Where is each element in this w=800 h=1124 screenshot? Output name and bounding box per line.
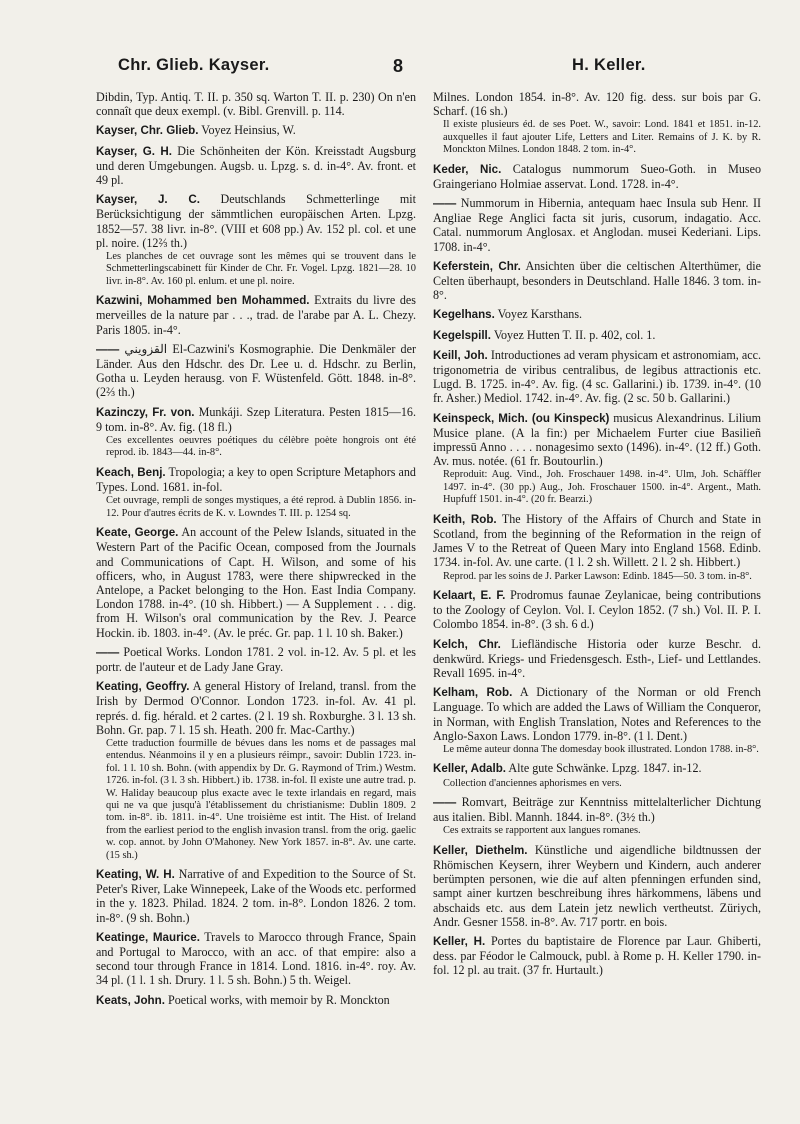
entry-text: A Dictionary of the Norman or old French Language. To which are added the Laws of William the Conqueror, in Norman, with English Translation, Notes and References to the Anglo-Saxon Laws. London 1779. in-8°. (1 l. Dent.): [433, 685, 761, 743]
entry-headword: Kelch, Chr.: [433, 637, 501, 651]
entry-headword: Keller, Adalb.: [433, 762, 507, 776]
entry-headword: Keith, Rob.: [433, 512, 497, 526]
catalogue-entry: [96, 679, 416, 862]
catalogue-entry: [433, 307, 761, 322]
entry-note: Reproduit: Aug. Vind., Joh. Froschauer 1498. in-4°. Ulm, Joh. Schäffler 1497. in-4°. (30 pp.) Aug., Joh. Froschauer 1500. in-4°. Argent., Math. Hupfuff 1501. in-4°. (20 fr. Bearzi.): [443, 469, 761, 506]
entry-note: Ces extraits se rapportent aux langues romanes.: [443, 825, 641, 837]
entry-text: Romvart, Beiträge zur Kenntniss mittelalterlicher Dichtung aus italien. Bibl. Mannh. 1844. in-8°. (3½ th.): [433, 794, 761, 825]
left-column: [96, 90, 416, 1013]
catalogue-entry: [96, 525, 416, 640]
entry-headword: Keate, George.: [96, 526, 179, 540]
catalogue-entry: [96, 123, 416, 138]
entry-headword: ——: [433, 795, 457, 809]
catalogue-entry: [433, 685, 761, 756]
catalogue-entry: [433, 512, 761, 583]
entry-text: Narrative of and Expedition to the Source of St. Peter's River, Lake Winnepeek, Lake of the Woods etc. performed in the y. 1823. Philad. 1824. 2 tom. in-8°. London 1826. 2 tom. in-8°. (9 sh. Bohn.): [96, 867, 417, 925]
entry-headword: Kegelhans.: [433, 308, 495, 322]
entry-headword: Keder, Nic.: [433, 162, 502, 176]
entry-headword: ——: [96, 645, 120, 659]
catalogue-entry: [96, 293, 416, 337]
catalogue-entry: [96, 192, 416, 288]
catalogue-entry: [96, 90, 416, 118]
catalogue-entry: [433, 411, 761, 507]
catalogue-entry: [433, 761, 761, 790]
entry-note: Le même auteur donna The domesday book illustrated. London 1788. in-8°.: [443, 743, 759, 755]
entry-text: Poetical Works. London 1781. 2 vol. in-12. Av. 5 pl. et les portr. de l'auteur et de Lady Jane Gray.: [96, 644, 416, 674]
entry-headword: ——: [433, 197, 457, 211]
entry-text: Voyez Karsthans.: [497, 307, 583, 322]
catalogue-entry: [433, 348, 761, 406]
entry-headword: Keats, John.: [96, 993, 165, 1007]
entry-headword: Kegelspill.: [433, 328, 491, 342]
entry-note: Reprod. par les soins de J. Parker Lawson: Edinb. 1845—50. 3 tom. in-8°.: [443, 570, 752, 582]
catalogue-entry: [433, 196, 761, 254]
entry-headword: Keating, W. H.: [96, 868, 175, 882]
entry-headword: Kayser, G. H.: [96, 144, 173, 158]
entry-headword: Keach, Benj.: [96, 465, 166, 479]
catalogue-entry: [96, 144, 416, 188]
catalogue-entry: [433, 637, 761, 681]
entry-headword: Keatinge, Maurice.: [96, 930, 200, 944]
entry-text: Introductiones ad veram physicam et astronomiam, acc. trigonometria de viribus centralibus, de legibus attractionis etc. Lugd. B. 1725. in-4°. Av. fig. (4 sc. Gallarini.) ib. 1739. in-4°. (10 fr. Asher.) Mediol. 1742. in-4°. Av. fig. (2 sc. 50 b. Gallarini.): [433, 347, 761, 406]
entry-headword: Keller, H.: [433, 935, 486, 948]
entry-text: Voyez Hutten T. II. p. 402, col. 1.: [493, 327, 656, 342]
entry-text: Die Schönheiten der Kön. Kreisstadt Augsburg und deren Umgebungen. Augsb. u. Lpzg. s. d. in-4°. Av. front. et 49 pl.: [96, 143, 416, 188]
entry-headword: Keller, Diethelm.: [433, 843, 528, 857]
entry-text: القزويني El-Cazwini's Kosmographie. Die Denkmäler der Länder. Aus den Hdschr. des Dr. Lee u. d. Hdschr. zu Berlin, Gotha u. Leyden herausg. von F. Wüstenfeld. Gött. 1848. in-8°. (2⅔ th.): [96, 341, 416, 400]
entry-note: Collection d'anciennes aphorismes en vers.: [443, 777, 622, 789]
page-number: 8: [393, 56, 404, 76]
catalogue-entry: [96, 465, 416, 520]
entry-headword: Keferstein, Chr.: [433, 259, 521, 273]
right-column: [433, 90, 761, 983]
entry-text: Catalogus nummorum Sueo-Goth. in Museo Graingeriano Holmiae asservat. Lond. 1728. in-4°.: [433, 161, 761, 191]
entry-text: Travels to Marocco through France, Spain and Portugal to Marocco, with an acc. of that empire: also a second tour through France in 1814. Lond. 1816. in-4°. roy. Av. 34 pl. (1 l. 1 sh. Drury. 1 l. 5 sh. Bohn.) 5 th. Weigel.: [96, 929, 416, 988]
entry-headword: Keill, Joh.: [433, 348, 488, 362]
entry-text: Poetical works, with memoir by R. Monckton: [167, 992, 390, 1007]
entry-text: Ansichten über die celtischen Alterthümer, die Celten überhaupt, besonders in Deutschland. Halle 1846. 3 tom. in-8°.: [433, 258, 761, 303]
entry-headword: Keating, Geoffry.: [96, 680, 190, 694]
entry-text: A general History of Ireland, transl. from the Irish by Dermod O'Connor. London 1723. in-fol. Av. 41 pl. représ. d. fig. hérald. et 2 cartes. (2 l. 19 sh. Roxburghe. 3 l. 13 sh. Bohn. Gr. pap. 7 l. 15 sh. Heath. 200 fr. Mac-Carthy.): [96, 679, 416, 737]
entry-text: Portes du baptistaire de Florence par Laur. Ghiberti, dess. par Féodor le Calmouck, publ. à Rome p. H. Keller 1790. in-fol. 12 pl. au trait. (37 fr. Hurtault.): [433, 934, 761, 978]
entry-text: Dibdin, Typ. Antiq. T. II. p. 350 sq. Warton T. II. p. 230) On n'en connaît que deux exempl. (v. Bibl. Grenvill. p. 114.: [96, 90, 416, 119]
catalogue-entry: [96, 342, 416, 400]
catalogue-entry: [433, 795, 761, 838]
entry-text: Milnes. London 1854. in-8°. Av. 120 fig. dess. sur bois par G. Scharf. (16 sh.): [433, 90, 761, 119]
catalogue-entry: [433, 90, 761, 157]
entry-text: Alte gute Schwänke. Lpzg. 1847. in-12.: [508, 761, 702, 776]
entry-note: Cet ouvrage, rempli de songes mystiques, a été reprod. à Dublin 1856. in-12. Pour d'autres écrits de K. v. Lowndes T. III. p. 1254 sq.: [106, 495, 416, 519]
catalogue-entry: [96, 993, 416, 1008]
entry-headword: ——: [96, 342, 120, 356]
entry-headword: Kazwini, Mohammed ben Mohammed.: [96, 294, 310, 308]
entry-headword: Kazinczy, Fr. von.: [96, 405, 195, 419]
entry-headword: Kelham, Rob.: [433, 686, 513, 700]
catalogue-entry: [433, 588, 761, 632]
entry-headword: Kayser, Chr. Glieb.: [96, 124, 199, 138]
entry-text: Prodromus faunae Zeylanicae, being contributions to the Zoology of Ceylon. Vol. I. Ceylon 1852. (7 sh.) Vol. II. P. I. Colombo 1854. in-8°. (3 sh. 6 d.): [433, 587, 761, 632]
entry-text: Extraits du livre des merveilles de la nature par . . ., trad. de l'arabe par A. L. Chezy. Paris 1805. in-4°.: [96, 293, 416, 337]
entry-text: Nummorum in Hibernia, antequam haec Insula sub Henr. II Angliae Rege Anglici facta sit juris, cusorum, indagatio. Acc. Catal. nummorum Anglosax. et Anglodan. musei Kederiani. Lips. 1708. in-4°.: [433, 196, 761, 254]
catalogue-entry: [433, 328, 761, 343]
entry-text: Tropologia; a key to open Scripture Metaphors and Types. Lond. 1681. in-fol.: [96, 464, 416, 495]
entry-note: Il existe plusieurs éd. de ses Poet. W., savoir: Lond. 1841 et 1851. in-12. auxquelles il faut ajouter Life, Letters and Liter. Remains of J. K. by R. Monckton Milnes. London 1848. 2 tom. in-4°.: [443, 119, 761, 156]
entry-text: Liefländische Historia oder kurze Beschr. d. denkwürd. Kriegs- und Friedensgesch. Esth-, Lief- und Lettlandes. Revall 1695. in-4°.: [433, 636, 762, 680]
catalogue-entry: [96, 645, 416, 674]
header-left-catchword: Chr. Glieb. Kayser.: [118, 56, 270, 74]
entry-note: Les planches de cet ouvrage sont les mêmes qui se trouvent dans le Schmetterlingscabinett für Kinder de Chr. Fr. Vogel. Lpzg. 1821—28. 10 livr. in-8°. Av. 160 pl. enlum. et une pl. noire.: [106, 251, 416, 287]
catalogue-entry: [96, 405, 416, 460]
entry-text: The History of the Affairs of Church and State in Scotland, from the beginning of the Reformation in the reign of James V to the Retreat of Queen Mary into England 1568. Edinb. 1734. in-fol. Av. une carte. (1 l. 2 sh. Willett. 2 l. 2 sh. Hibbert.): [433, 511, 762, 570]
catalogue-entry: [433, 162, 761, 191]
running-header: [0, 56, 800, 80]
entry-text: Deutschlands Schmetterlinge mit Berücksichtigung der sämmtlichen europäischen Arten. Lpzg. 1852—57. 38 livr. in-8°. (VIII et 608 pp.) Av. 152 pl. col. et une pl. noire. (12⅔ th.): [96, 192, 416, 250]
header-right-catchword: H. Keller.: [572, 56, 646, 74]
entry-note: Cette traduction fourmille de bévues dans les noms et de passages mal entendus. Néanmoins il y en a plusieurs réimpr., savoir: Dublin 1723. in-fol. 1 l. 10 sh. Bohn. (with appendix by Dr. G. Raymond of Trim.) Westm. 1726. in-fol. (3 l. 3 sh. Hibbert.) ib. 1738. in-fol. Il existe une autre trad. p. W. Haliday beaucoup plus exacte avec le texte irlandais en regard, mais qui ne va que jusqu'à l'établissement du christianisme: Dublin 1809. 2 tom. in-8°. ib. 1811. in-4°. Une troisième est intit. The Hist. of Ireland from the earliest period to the english invasion transl. from the orig. gaelic w. cop. annot. by John O'Mahoney. New York 1857. in-8°. Av. une carte. (15 sh.): [106, 737, 416, 861]
entry-headword: Kelaart, E. F.: [433, 588, 506, 602]
catalogue-entry: [96, 930, 416, 988]
catalogue-entry: [433, 843, 761, 929]
entry-text: Künstliche und aigendliche bildtnussen der Rhömischen Keysern, ihrer Weybern und Kindern, auch anderer berümpten personen, wie die auf alten pfenningen erfunden sind, sampt ainer kurtzen beschreibung ihres härkommens, läbens und abschaids etc. aus dem Latein jetz newlich vertheutst. Züriych, Andr. Gesner 1558. in-8°. Av. 717 portr. en bois.: [433, 842, 761, 929]
entry-headword: Kayser, J. C.: [96, 193, 200, 207]
entry-text: An account of the Pelew Islands, situated in the Western Part of the Pacific Ocean, composed from the Journals and Communications of Capt. H. Wilson, and some of his officers, who, in August 1783, were there shipwrecked in the Antelope, a Packet belonging to the Hon. East India Company. London 1788. in-4°. (10 sh. Hibbert.) — A Supplement . . . dig. from H. Wilson's oral communication by the Rev. J. Pearce Hockin. ib. 1803. in-4°. (Av. le préc. Gr. pap. 1 l. 10 sh. Baker.): [96, 525, 416, 640]
entry-note: Ces excellentes oeuvres poétiques du célèbre poète hongrois ont été reprod. ib. 1843—44. in-8°.: [106, 435, 416, 459]
catalogue-entry: [433, 934, 761, 978]
entry-text: Munkáji. Szep Literatura. Pesten 1815—16. 9 tom. in-8°. Av. fig. (18 fl.): [96, 404, 416, 434]
catalogue-entry: [433, 259, 761, 303]
entry-text: musicus Alexandrinus. Lilium Musice plane. (A la fin:) per Michaelem Furter ciue Basilieñ impressū Anno . . . . nonagesimo sexto (1496). in-4°. (12 ff.) Goth. Av. mus. notée. (61 fr. Boutourlin.): [433, 410, 762, 469]
entry-text: Voyez Heinsius, W.: [201, 123, 296, 138]
entry-headword: Keinspeck, Mich. (ou Kinspeck): [433, 411, 610, 425]
catalogue-entry: [96, 867, 416, 925]
